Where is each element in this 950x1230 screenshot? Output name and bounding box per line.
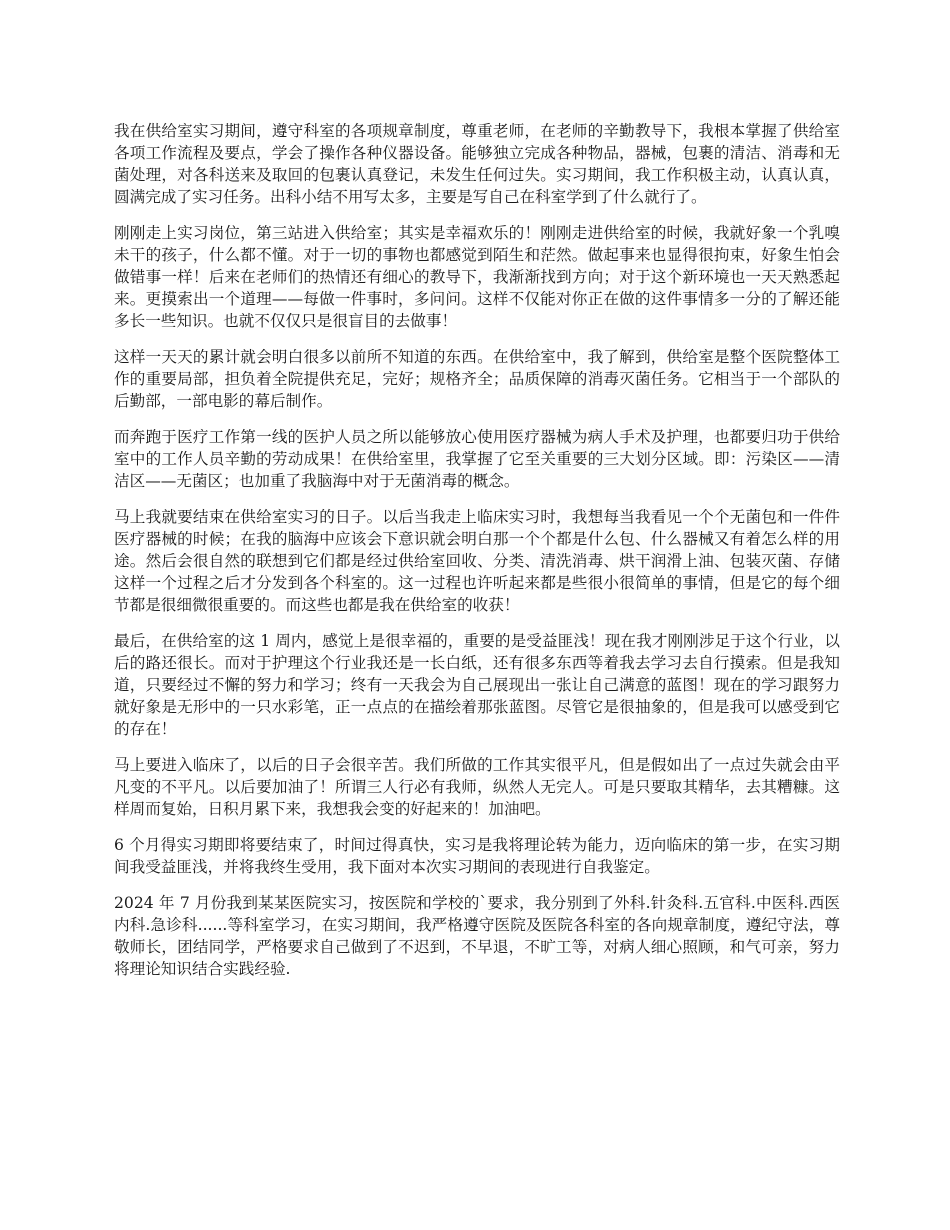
paragraph-6: 最后，在供给室的这 1 周内，感觉上是很幸福的，重要的是受益匪浅！现在我才刚刚涉足于这个行业，以后的路还很长。而对于护理这个行业我还是一长白纸，还有很多东西等着我去学习去自行摸索。但是我知道，只要经过不懈的努力和学习；终有一天我会为自己展现出一张让自己满意的蓝图！现在的学习跟努力就好象是无形中的一只水彩笔，正一点点的在描绘着那张蓝图。尽管它是很抽象的，但是我可以感受到它的存在！ xyxy=(114,632,840,738)
paragraph-4: 而奔跑于医疗工作第一线的医护人员之所以能够放心使用医疗器械为病人手术及护理，也都要归功于供给室中的工作人员辛勤的劳动成果！在供给室里，我掌握了它至关重要的三大划分区域。即：污染区——清洁区——无菌区；也加重了我脑海中对于无菌消毒的概念。 xyxy=(114,428,840,490)
paragraph-7: 马上要进入临床了，以后的日子会很辛苦。我们所做的工作其实很平凡，但是假如出了一点过失就会由平凡变的不平凡。以后要加油了！所谓三人行必有我师，纵然人无完人。可是只要取其精华，去其糟糠。这样周而复始，日积月累下来，我想我会变的好起来的！加油吧。 xyxy=(114,756,840,818)
paragraph-2: 刚刚走上实习岗位，第三站进入供给室；其实是幸福欢乐的！刚刚走进供给室的时候，我就好象一个乳嗅未干的孩子，什么都不懂。对于一切的事物也都感觉到陌生和茫然。做起事来也显得很拘束，好象生怕会做错事一样！后来在老师们的热情还有细心的教导下，我渐渐找到方向；对于这个新环境也一天天熟悉起来。更摸索出一个道理——每做一件事时，多问问。这样不仅能对你正在做的这件事情多一分的了解还能多长一些知识。也就不仅仅只是很盲目的去做事！ xyxy=(114,224,840,330)
paragraph-9: 2024 年 7 月份我到某某医院实习，按医院和学校的`要求，我分别到了外科.针灸科.五官科.中医科.西医内科.急诊科......等科室学习，在实习期间，我严格遵守医院及医院各科室的各向规章制度，遵纪守法，尊敬师长，团结同学，严格要求自己做到了不迟到，不早退，不旷工等，对病人细心照顾，和气可亲，努力将理论知识结合实践经验. xyxy=(114,894,840,978)
paragraph-3: 这样一天天的累计就会明白很多以前所不知道的东西。在供给室中，我了解到，供给室是整个医院整体工作的重要局部，担负着全院提供充足，完好；规格齐全；品质保障的消毒灭菌任务。它相当于一个部队的后勤部，一部电影的幕后制作。 xyxy=(114,348,840,410)
paragraph-5: 马上我就要结束在供给室实习的日子。以后当我走上临床实习时，我想每当我看见一个个无菌包和一件件医疗器械的时候；在我的脑海中应该会下意识就会明白那一个个都是什么包、什么器械又有着怎么样的用途。然后会很自然的联想到它们都是经过供给室回收、分类、清洗消毒、烘干润滑上油、包装灭菌、存储这样一个过程之后才分发到各个科室的。这一过程也许听起来都是些很小很简单的事情，但是它的每个细节都是很细微很重要的。而这些也都是我在供给室的收获！ xyxy=(114,508,840,614)
document-body xyxy=(114,120,840,994)
paragraph-1: 我在供给室实习期间，遵守科室的各项规章制度，尊重老师，在老师的辛勤教导下，我根本掌握了供给室各项工作流程及要点，学会了操作各种仪器设备。能够独立完成各种物品，器械，包裹的清洁、消毒和无菌处理，对各科送来及取回的包裹认真登记，未发生任何过失。实习期间，我工作积极主动，认真认真，圆满完成了实习任务。出科小结不用写太多，主要是写自己在科室学到了什么就行了。 xyxy=(114,122,840,206)
paragraph-8: 6 个月得实习期即将要结束了，时间过得真快，实习是我将理论转为能力，迈向临床的第一步，在实习期间我受益匪浅，并将我终生受用，我下面对本次实习期间的表现进行自我鉴定。 xyxy=(114,836,840,876)
